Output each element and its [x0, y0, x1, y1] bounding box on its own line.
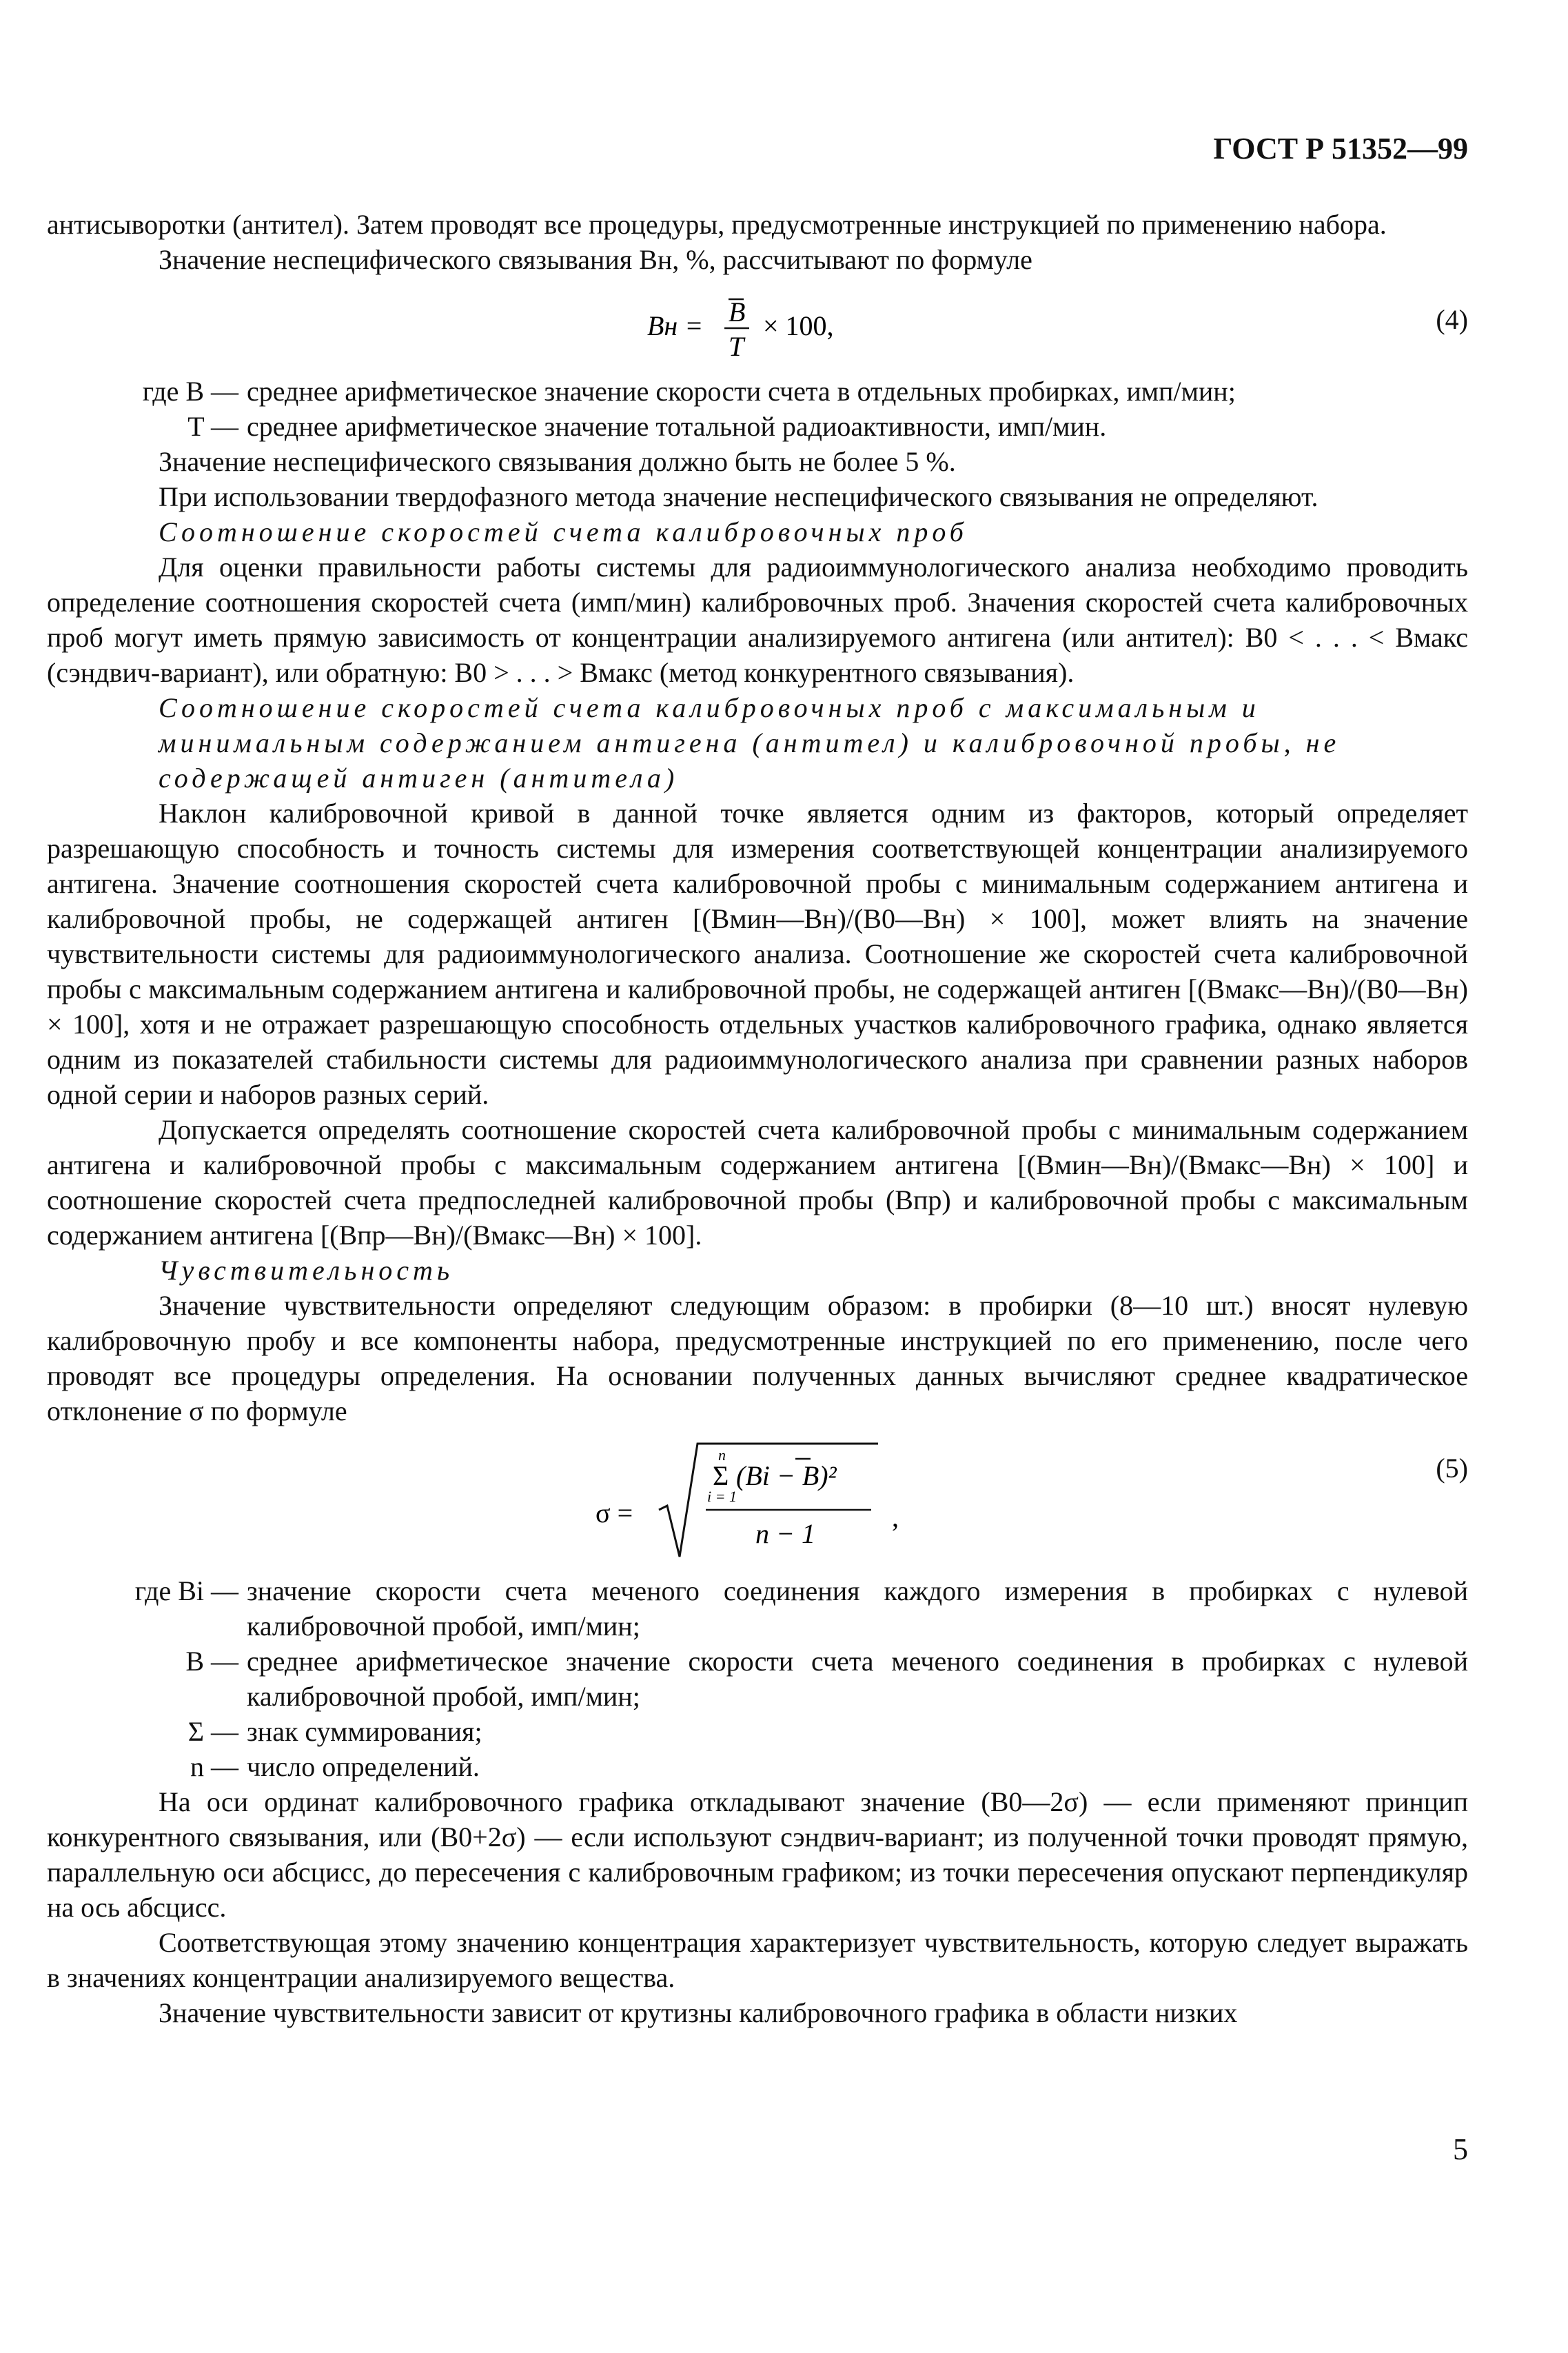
legend-term: Σ —: [187, 1716, 238, 1747]
formula-4-svg: [647, 292, 868, 368]
formula-5-expression: [595, 1441, 919, 1573]
legend-row: [47, 1644, 1468, 1714]
paragraph: Допускается определять соотношение скоростей счета калибровочной пробы с минимальным содержанием антигена и калибровочной пробы с максимальным содержанием антигена [(Bмин—Bн)/(Bмакс—Bн) × 100] и соотношение скоростей счета предпоследней калибровочной пробы (Bпр) и калибровочной пробы с максимальным содержанием антигена [(Bпр—Bн)/(Bмакс—Bн) × 100].: [47, 1114, 1468, 1251]
legend-term: B —: [185, 1646, 238, 1677]
paragraph: Значение чувствительности определяют следующим образом: в пробирки (8—10 шт.) вносят нулевую калибровочную пробу и все компоненты набора, предусмотренные инструкцией по его применению, после чего проводят все процедуры определения. На основании полученных данных вычисляют среднее квадратическое отклонение σ по формуле: [47, 1290, 1468, 1426]
paragraph: Наклон калибровочной кривой в данной точке является одним из факторов, который определяет разрешающую способность и точность системы для измерения соответствующей концентрации анализируемого антигена. Значение соотношения скоростей счета калибровочной пробы с минимальным содержанием антигена и калибровочной пробы, не содержащей антиген [(Bмин—Bн)/(B0—Bн) × 100], может влиять на значение чувствительности системы для радиоиммунологического анализа. Соотношение же скоростей счета калибровочной пробы с максимальным содержанием антигена и калибровочной пробы, не содержащей антиген [(Bмакс—Bн)/(B0—Bн) × 100], хотя и не отражает разрешающую способность отдельных участков калибровочного графика, однако является одним из показателей стабильности системы для радиоиммунологического анализа при сравнении разных наборов одной серии и наборов разных серий.: [47, 798, 1468, 1110]
legend-description: значение скорости счета меченого соединения каждого измерения в пробирках с нулевой калибровочной пробой, имп/мин;: [247, 1575, 1468, 1642]
paragraph: Значение неспецифического связывания должно быть не более 5 %.: [159, 446, 956, 477]
formula-5-sum-lower: i = 1: [707, 1488, 737, 1505]
legend-term: где B —: [142, 376, 238, 407]
paragraph: Значение чувствительности зависит от крутизны калибровочного графика в области низких: [159, 1997, 1238, 2028]
legend-row: [47, 1714, 1468, 1749]
formula-5-numerator: (Bi − B)²: [736, 1460, 837, 1491]
legend-description: число определений.: [247, 1751, 480, 1782]
paragraph: Соответствующая этому значению концентрация характеризует чувствительность, которую следует выражать в значениях концентрации анализируемого вещества.: [47, 1927, 1468, 1993]
formula-5: [47, 1428, 1468, 1573]
section-heading: Чувствительность: [159, 1255, 454, 1286]
legend-row: [47, 409, 1468, 444]
legend-description: среднее арифметическое значение тотальной радиоактивности, имп/мин.: [247, 411, 1107, 442]
formula-5-number: (5): [1436, 1453, 1468, 1484]
formula-5-lhs: σ =: [595, 1497, 633, 1528]
formula-4-expression: [647, 292, 868, 376]
formula-4-legend: [47, 374, 1468, 444]
formula-5-svg: [595, 1441, 919, 1565]
formula-5-sum-sign: Σ: [713, 1460, 729, 1491]
legend-description: среднее арифметическое значение скорости счета меченого соединения в пробирках с нулевой калибровочной пробой, имп/мин;: [247, 1646, 1468, 1712]
formula-4-rhs: × 100,: [763, 310, 834, 341]
formula-4-numerator: B: [729, 296, 746, 327]
paragraph: На оси ординат калибровочного графика откладывают значение (B0—2σ) — если применяют принцип конкурентного связывания, или (B0+2σ) — если используют сэндвич-вариант; из полученной точки проводят прямую, параллельную оси абсцисс, до пересечения с калибровочным графиком; из точки пересечения опускают перпендикуляр на ось абсцисс.: [47, 1786, 1468, 1923]
legend-term: T —: [187, 411, 238, 442]
formula-5-tail: ,: [892, 1502, 899, 1533]
formula-5-legend: [47, 1573, 1468, 1784]
paragraph: Значение неспецифического связывания Bн, %, рассчитывают по формуле: [159, 244, 1032, 275]
legend-row: [47, 1573, 1468, 1644]
page-number: 5: [1453, 2132, 1468, 2166]
formula-4-lhs: Bн =: [647, 310, 704, 341]
section-heading: Соотношение скоростей счета калибровочных проб с максимальным и минимальным содержанием антигена (антител) и калибровочной пробы, не содержащей антиген (антитела): [159, 692, 1341, 794]
paragraph: антисыворотки (антител). Затем проводят все процедуры, предусмотренные инструкцией по применению набора.: [47, 209, 1387, 240]
legend-description: среднее арифметическое значение скорости счета в отдельных пробирках, имп/мин;: [247, 376, 1236, 407]
paragraph: При использовании твердофазного метода значение неспецифического связывания не определяют.: [159, 481, 1318, 512]
legend-term: где Bi —: [134, 1575, 238, 1606]
formula-5-denominator: n − 1: [755, 1518, 815, 1549]
legend-row: [47, 1749, 1468, 1784]
legend-term: n —: [190, 1751, 238, 1782]
section-heading: Соотношение скоростей счета калибровочных проб: [159, 516, 968, 547]
formula-5-sum-upper: n: [718, 1446, 726, 1464]
legend-row: [47, 374, 1468, 409]
page-header: ГОСТ Р 51352—99: [1213, 132, 1468, 165]
paragraph: Для оценки правильности работы системы для радиоиммунологического анализа необходимо проводить определение соотношения скоростей счета (имп/мин) калибровочных проб. Значения скоростей счета калибровочных проб могут иметь прямую зависимость от концентрации анализируемого антигена (или антител): B0 < . . . < Bмакс (сэндвич-вариант), или обратную: B0 > . . . > Bмакс (метод конкурентного связывания).: [47, 552, 1468, 688]
formula-4-denominator: T: [729, 331, 744, 362]
legend-description: знак суммирования;: [247, 1716, 482, 1747]
document-body: [47, 207, 1468, 2030]
formula-4-number: (4): [1436, 304, 1468, 335]
formula-4: [47, 277, 1468, 374]
